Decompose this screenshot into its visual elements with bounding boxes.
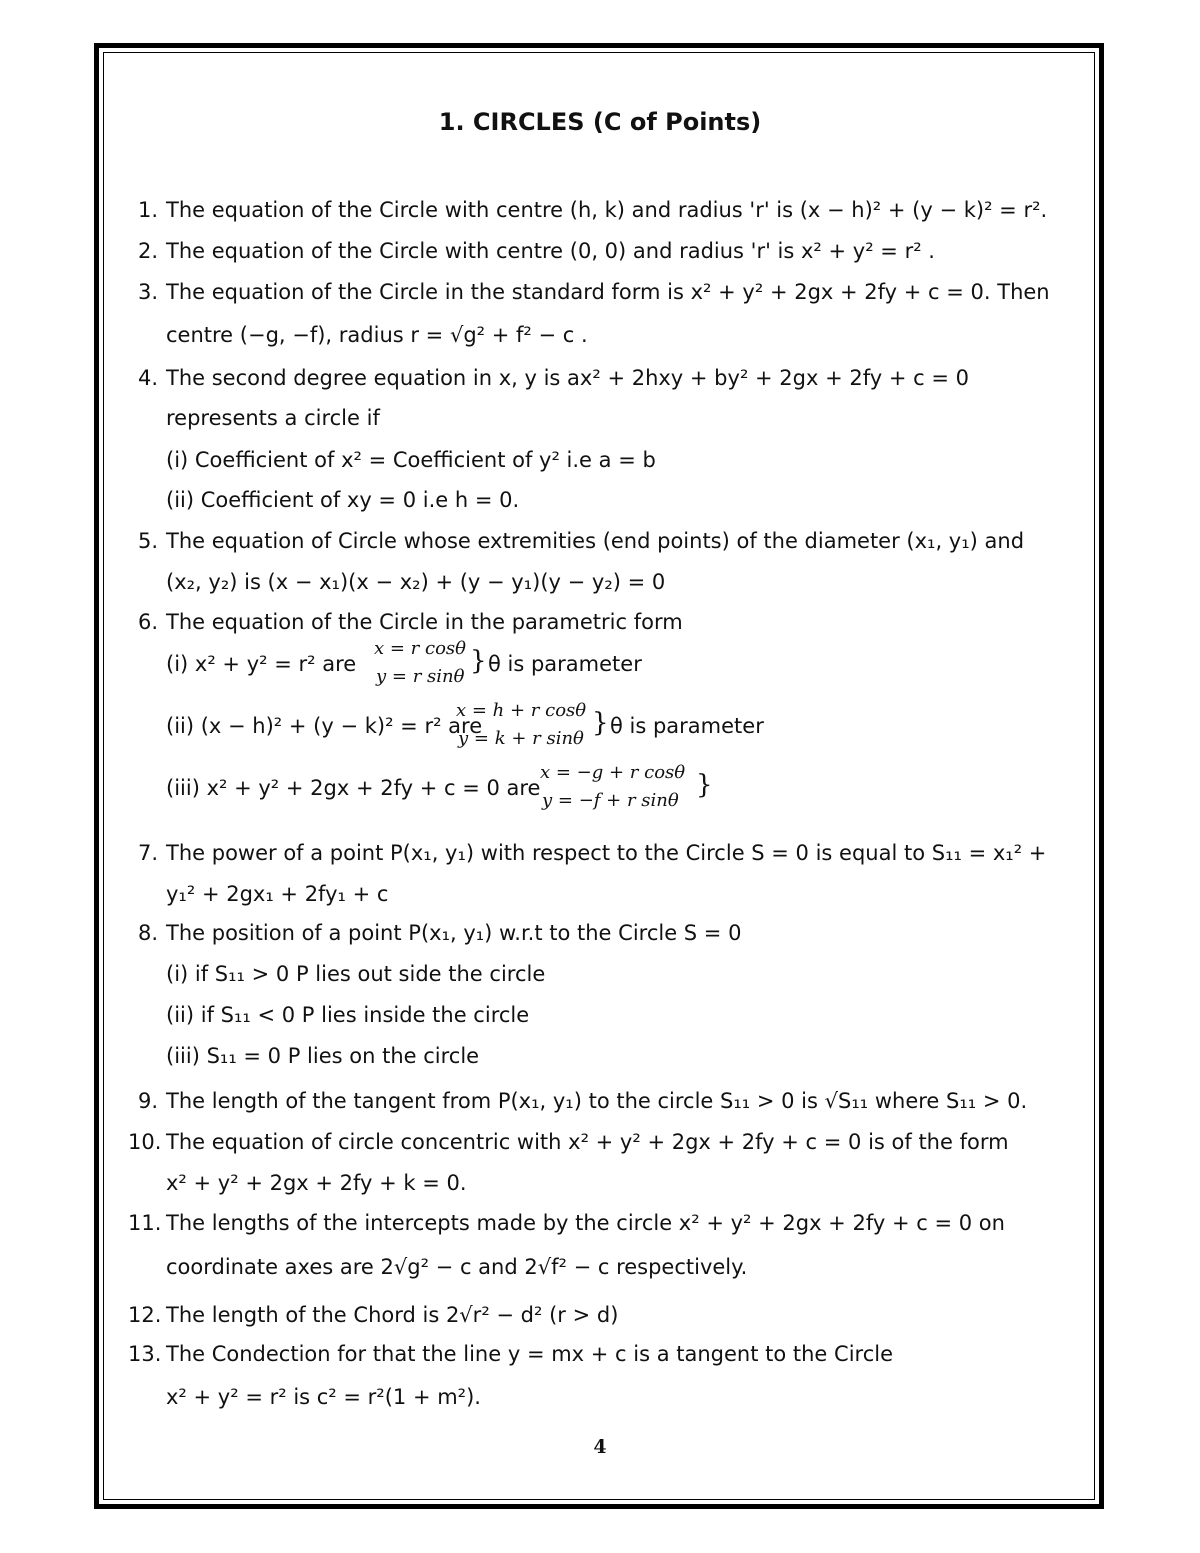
list-text: (iii) S₁₁ = 0 P lies on the circle: [166, 1044, 480, 1068]
list-number: 11.: [128, 1211, 162, 1235]
list-text: (ii) if S₁₁ < 0 P lies inside the circle: [166, 1003, 530, 1027]
parametric-note: θ is parameter: [488, 652, 642, 676]
list-number: 2.: [137, 239, 158, 263]
parametric-label: (ii) (x − h)² + (y − k)² = r² are: [166, 714, 483, 738]
list-text: (i) Coefficient of x² = Coefficient of y² i.e a = b: [166, 448, 656, 472]
list-number: 6.: [137, 610, 158, 634]
page-title: 1. CIRCLES (C of Points): [438, 108, 762, 136]
list-text: The power of a point P(x₁, y₁) with respect to the Circle S = 0 is equal to S₁₁ = x₁² +: [166, 841, 1047, 865]
list-text: x² + y² + 2gx + 2fy + k = 0.: [166, 1171, 467, 1195]
list-text: The equation of Circle whose extremities (end points) of the diameter (x₁, y₁) and: [166, 529, 1025, 553]
brace-icon: }: [696, 770, 713, 800]
list-number: 4.: [137, 366, 158, 390]
list-text: (x₂, y₂) is (x − x₁)(x − x₂) + (y − y₁)(y − y₂) = 0: [166, 570, 666, 594]
parametric-label: (i) x² + y² = r² are: [166, 652, 357, 676]
list-text: The length of the Chord is 2√r² − d² (r > d): [166, 1303, 619, 1327]
list-text: The equation of the Circle with centre (0, 0) and radius 'r' is x² + y² = r² .: [166, 239, 935, 263]
parametric-x: x = r cosθ: [374, 638, 466, 659]
parametric-note: θ is parameter: [610, 714, 764, 738]
list-text: y₁² + 2gx₁ + 2fy₁ + c: [166, 882, 389, 906]
list-text: represents a circle if: [166, 406, 380, 430]
list-text: (ii) Coefficient of xy = 0 i.e h = 0.: [166, 488, 520, 512]
list-text: The lengths of the intercepts made by the circle x² + y² + 2gx + 2fy + c = 0 on: [166, 1211, 1005, 1235]
brace-icon: }: [470, 646, 487, 676]
brace-icon: }: [592, 708, 609, 738]
list-text: The equation of the Circle in the parametric form: [166, 610, 683, 634]
page-number: 4: [593, 1436, 607, 1458]
list-number: 8.: [137, 921, 158, 945]
list-text: coordinate axes are 2√g² − c and 2√f² − c respectively.: [166, 1255, 748, 1279]
parametric-x: x = h + r cosθ: [456, 700, 587, 721]
list-text: centre (−g, −f), radius r = √g² + f² − c .: [166, 323, 588, 347]
list-number: 1.: [137, 198, 158, 222]
parametric-y: y = k + r sinθ: [458, 728, 584, 749]
parametric-y: y = r sinθ: [376, 666, 465, 687]
list-text: The equation of circle concentric with x² + y² + 2gx + 2fy + c = 0 is of the form: [166, 1130, 1009, 1154]
parametric-y: y = −f + r sinθ: [542, 790, 679, 811]
list-text: The position of a point P(x₁, y₁) w.r.t to the Circle S = 0: [166, 921, 742, 945]
list-text: The second degree equation in x, y is ax² + 2hxy + by² + 2gx + 2fy + c = 0: [166, 366, 969, 390]
list-number: 10.: [128, 1130, 162, 1154]
list-number: 9.: [137, 1089, 158, 1113]
list-number: 13.: [128, 1342, 162, 1366]
list-number: 5.: [137, 529, 158, 553]
list-text: The equation of the Circle in the standard form is x² + y² + 2gx + 2fy + c = 0. Then: [166, 280, 1050, 304]
list-text: The equation of the Circle with centre (h, k) and radius 'r' is (x − h)² + (y − k)² = r².: [166, 198, 1048, 222]
parametric-label: (iii) x² + y² + 2gx + 2fy + c = 0 are: [166, 776, 541, 800]
list-number: 7.: [137, 841, 158, 865]
parametric-x: x = −g + r cosθ: [540, 762, 686, 783]
list-number: 3.: [137, 280, 158, 304]
list-text: (i) if S₁₁ > 0 P lies out side the circle: [166, 962, 546, 986]
list-text: x² + y² = r² is c² = r²(1 + m²).: [166, 1385, 481, 1409]
list-text: The Condection for that the line y = mx + c is a tangent to the Circle: [166, 1342, 894, 1366]
list-number: 12.: [128, 1303, 162, 1327]
list-text: The length of the tangent from P(x₁, y₁) to the circle S₁₁ > 0 is √S₁₁ where S₁₁ > 0.: [166, 1089, 1028, 1113]
